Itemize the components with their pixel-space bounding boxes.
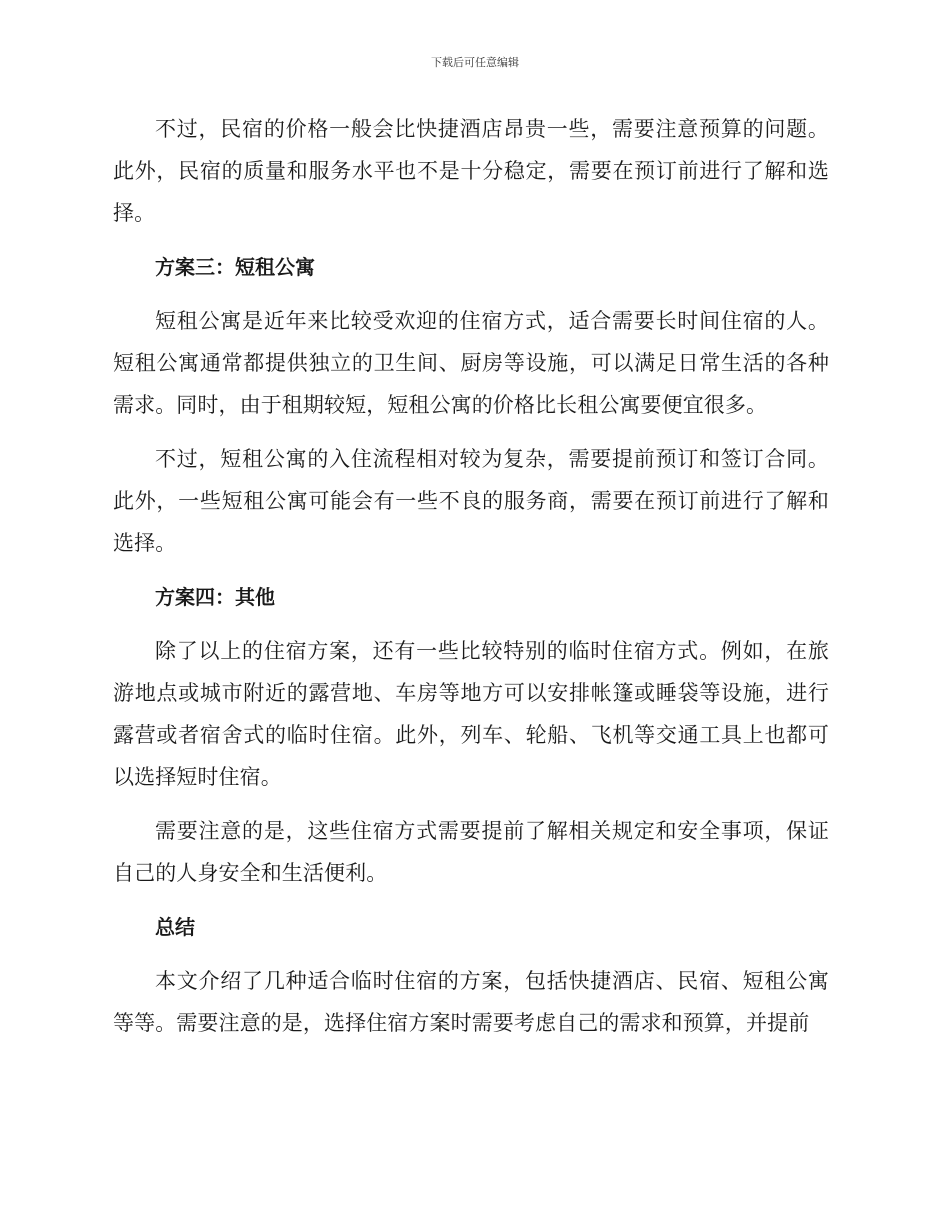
paragraph-apartment-drawbacks: 不过，短租公寓的入住流程相对较为复杂，需要提前预订和签订合同。此外，一些短租公寓可能会有一些不良的服务商，需要在预订前进行了解和选择。 (113, 447, 829, 555)
heading-plan-three: 方案三：短租公寓 (155, 255, 315, 279)
document-body (113, 108, 829, 1056)
paragraph-safety-note: 需要注意的是，这些住宿方式需要提前了解相关规定和安全事项，保证自己的人身安全和生活便利。 (113, 819, 829, 885)
heading-plan-four: 方案四：其他 (155, 585, 275, 609)
paragraph-summary: 本文介绍了几种适合临时住宿的方案，包括快捷酒店、民宿、短租公寓等等。需要注意的是，选择住宿方案时需要考虑自己的需求和预算，并提前 (113, 969, 829, 1035)
paragraph-other-options: 除了以上的住宿方案，还有一些比较特别的临时住宿方式。例如，在旅游地点或城市附近的露营地、车房等地方可以安排帐篷或睡袋等设施，进行露营或者宿舍式的临时住宿。此外，列车、轮船、飞机等交通工具上也都可以选择短时住宿。 (113, 639, 829, 789)
heading-summary: 总结 (155, 915, 195, 939)
page-header: 下载后可任意编辑 (431, 56, 519, 69)
paragraph-homestay-cost: 不过，民宿的价格一般会比快捷酒店昂贵一些，需要注意预算的问题。此外，民宿的质量和服务水平也不是十分稳定，需要在预订前进行了解和选择。 (113, 117, 829, 225)
paragraph-apartment-intro: 短租公寓是近年来比较受欢迎的住宿方式，适合需要长时间住宿的人。短租公寓通常都提供独立的卫生间、厨房等设施，可以满足日常生活的各种需求。同时，由于租期较短，短租公寓的价格比长租公寓要便宜很多。 (113, 309, 829, 417)
